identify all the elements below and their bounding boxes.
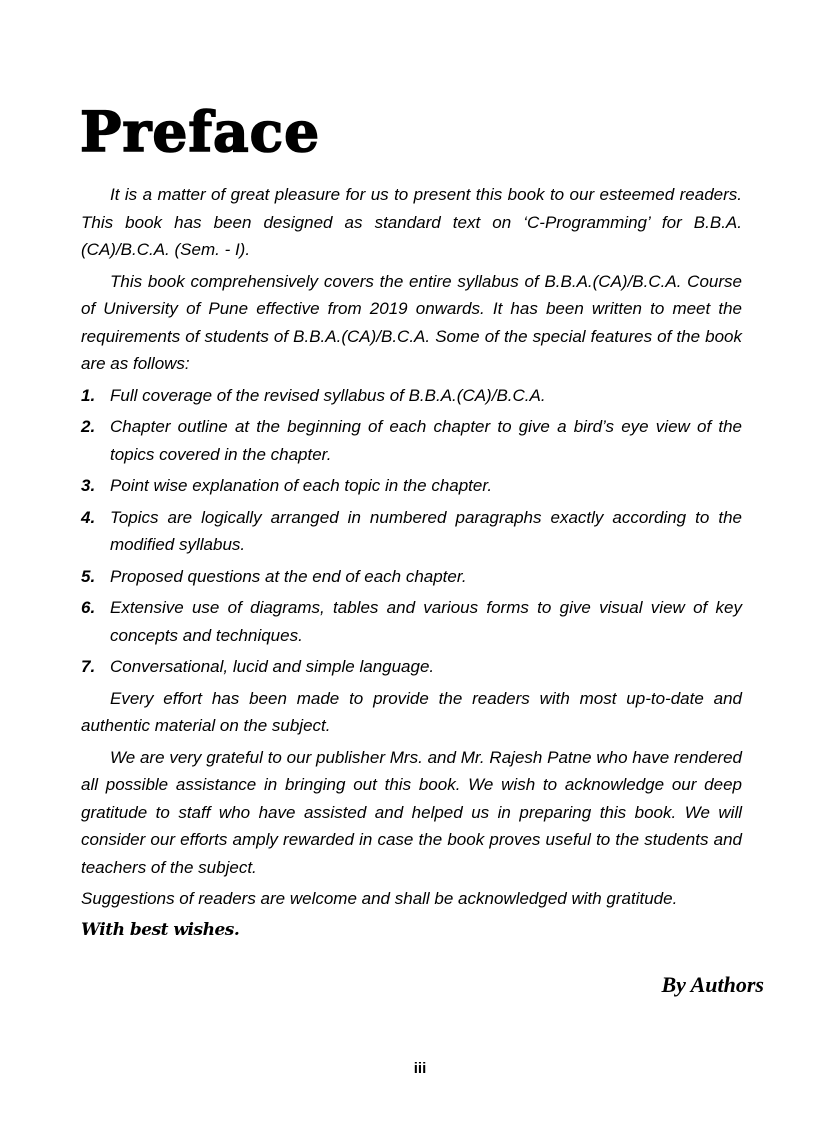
list-item-number: 1. xyxy=(81,385,96,405)
list-item-number: 4. xyxy=(81,507,96,527)
list-item xyxy=(81,382,742,410)
list-item xyxy=(81,413,742,468)
intro-paragraph: It is a matter of great pleasure for us to present this book to our esteemed readers. This book has been designed as standard text on ‘C-Programming’ for B.B.A.(CA)/B.C.A. (Sem. - I). xyxy=(81,185,742,259)
closing-paragraph: Every effort has been made to provide the readers with most up-to-date and authentic material on the subject. xyxy=(81,688,742,735)
list-item-text: Extensive use of diagrams, tables and various forms to give visual view of key concepts and techniques. xyxy=(110,598,742,645)
list-item-number: 3. xyxy=(81,476,96,495)
closing-wishes: With best wishes. xyxy=(81,919,240,940)
list-item-text: Topics are logically arranged in numbered paragraphs exactly according to the modified syllabus. xyxy=(110,507,742,554)
intro-paragraph: This book comprehensively covers the entire syllabus of B.B.A.(CA)/B.C.A. Course of University of Pune effective from 2019 onwards. It has been written to meet the requirements of students of B.B.A.(CA)/B.C.A. Some of the special features of the book are as follows: xyxy=(81,271,742,373)
list-item-number: 5. xyxy=(81,566,96,586)
list-item xyxy=(81,472,742,500)
list-item-text: Conversational, lucid and simple language. xyxy=(110,657,435,676)
list-item xyxy=(81,653,742,681)
list-item-number: 7. xyxy=(81,657,96,676)
signature: By Authors xyxy=(661,972,764,997)
list-item xyxy=(81,504,742,559)
page-number: iii xyxy=(413,1060,427,1077)
list-item xyxy=(81,563,742,591)
list-item-number: 6. xyxy=(81,598,96,617)
list-item xyxy=(81,594,742,649)
list-item-text: Full coverage of the revised syllabus of B.B.A.(CA)/B.C.A. xyxy=(110,385,546,405)
list-item-number: 2. xyxy=(81,417,96,436)
closing-paragraph: We are very grateful to our publisher Mrs. and Mr. Rajesh Patne who have rendered all possible assistance in bringing out this book. We wish to acknowledge our deep gratitude to staff who have assisted and helped us in preparing this book. We will consider our efforts amply rewarded in case the book proves useful to the students and teachers of the subject. xyxy=(81,747,742,877)
features-list xyxy=(81,382,742,681)
page-title: Preface xyxy=(80,99,321,164)
list-item-text: Point wise explanation of each topic in the chapter. xyxy=(110,476,493,495)
list-item-text: Proposed questions at the end of each chapter. xyxy=(110,566,467,586)
suggestions-text: Suggestions of readers are welcome and shall be acknowledged with gratitude. xyxy=(81,889,678,908)
preface-body xyxy=(81,181,742,944)
list-item-text: Chapter outline at the beginning of each chapter to give a bird’s eye view of the topics covered in the chapter. xyxy=(110,417,742,464)
